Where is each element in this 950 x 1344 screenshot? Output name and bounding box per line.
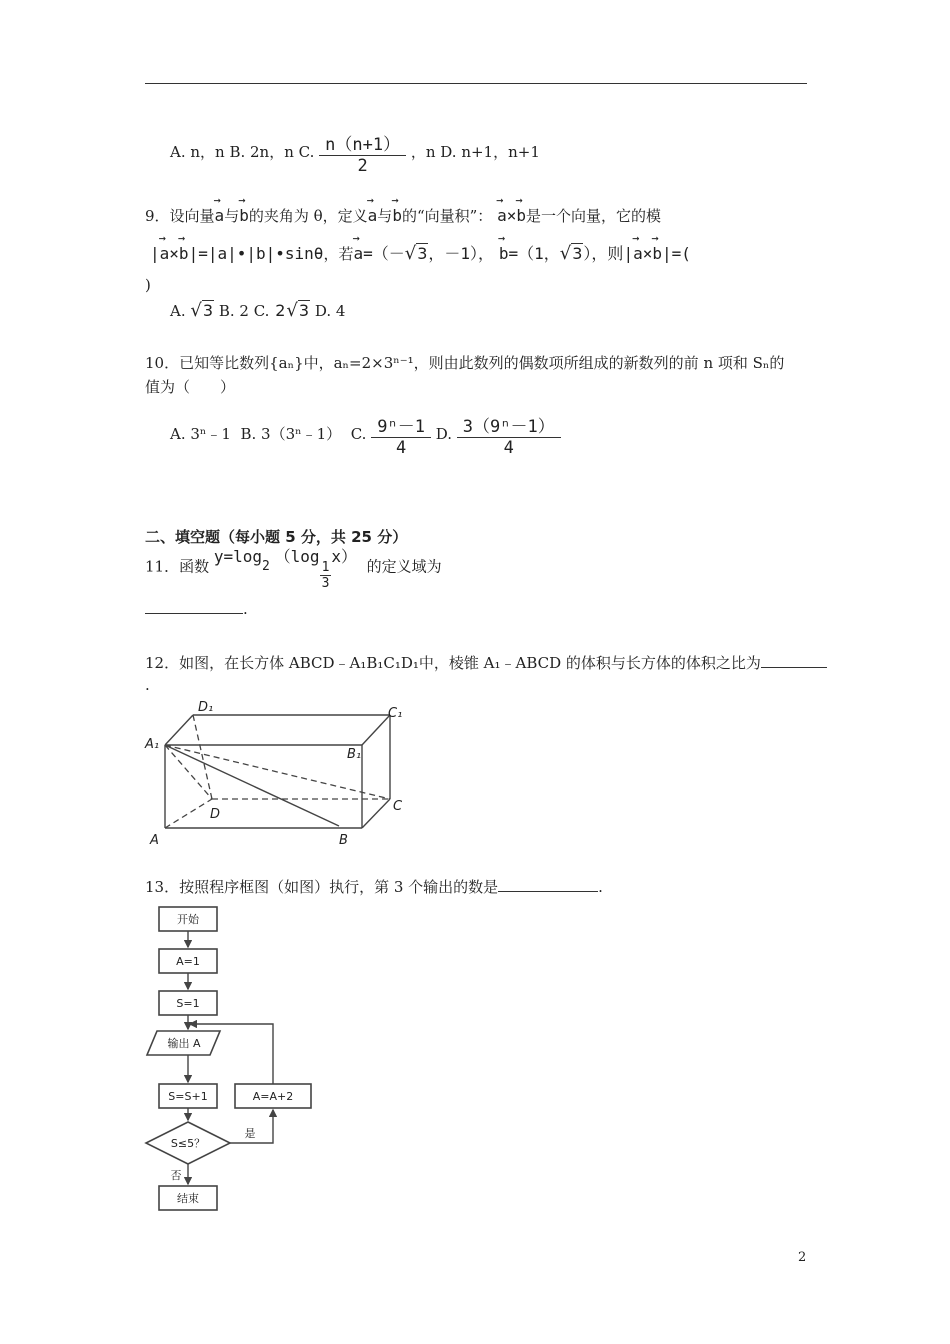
vector-a: → a [353, 240, 363, 263]
q10-option-a: A. 3ⁿ﹣1 [170, 425, 231, 443]
two-sqrt-3: 2√3 [275, 300, 310, 321]
label-d1: D₁ [198, 700, 214, 715]
edge-a1d1 [165, 715, 193, 745]
vector-b: → b [392, 202, 402, 225]
flow-sinc-label: S=S+1 [168, 1090, 208, 1103]
q10-options [170, 412, 561, 458]
vector-a: → a [368, 202, 378, 225]
label-b: B [339, 833, 348, 848]
q9-options [170, 300, 345, 321]
q8-fraction [319, 130, 406, 176]
vector-a: → a [160, 240, 170, 263]
q10-fraction-c [371, 412, 431, 458]
q9-b-value: ），则 [583, 244, 624, 263]
q10-frac-d-num: 3（9ⁿ－1） [457, 412, 561, 438]
vector-b: → b [499, 240, 509, 263]
q9-text: 与 [224, 207, 240, 225]
flow-condition-label: S≤5？ [170, 1137, 206, 1150]
q9-line1 [145, 202, 661, 226]
edge-ad-hidden [165, 799, 212, 828]
q10-option-b: B. 3（3ⁿ﹣1） [240, 425, 342, 443]
q9-text: 是一个向量，它的模 [526, 207, 662, 225]
vector-a: → a [497, 202, 507, 225]
q13-line [145, 876, 603, 897]
q13-answer-blank[interactable] [498, 891, 598, 892]
cross-sign: × [642, 244, 653, 263]
vector-a: → a [215, 202, 225, 225]
q12-period: . [145, 676, 150, 694]
vector-b: → b [239, 202, 249, 225]
section-heading: 二、填空题（每小题 5 分，共 25 分） [145, 528, 408, 546]
q8-frac-den: 2 [357, 156, 368, 176]
label-a: A [150, 833, 159, 848]
q11-formula-base: 2 [262, 558, 270, 574]
q11-log-base: $\frac{1}{3}$ [321, 560, 330, 591]
sqrt-3: √3 [559, 243, 583, 264]
vector-a: → a [633, 240, 643, 263]
vector-b: → b [652, 240, 662, 263]
sqrt-3: √3 [190, 300, 214, 321]
label-b1: B₁ [347, 747, 362, 762]
vector-b: → b [179, 240, 189, 263]
flow-s1-label: S=1 [176, 997, 200, 1010]
q10-option-c: C. [350, 425, 367, 443]
q9-a-value: =（－ [363, 244, 405, 263]
edge-bc [362, 799, 390, 828]
q9-modulus: =|a|•|b|•sinθ [198, 244, 324, 263]
q8-frac-num: n（n+1） [319, 130, 406, 156]
edge-a1d-hidden [165, 745, 212, 799]
q10-frac-d-den: 4 [503, 438, 514, 458]
q9-text: ，若 [323, 245, 354, 263]
q9-text: 的“向量积”： [401, 207, 493, 225]
q9-text: 与 [377, 207, 393, 225]
flow-start-label: 开始 [177, 913, 199, 926]
q10-line2: 值为（ ） [145, 378, 236, 396]
header-rule [145, 83, 807, 84]
cuboid-figure [140, 695, 420, 855]
q10-fraction-d [457, 412, 561, 458]
flow-no-label: 否 [170, 1169, 182, 1182]
q9-text: 9．设向量 [145, 207, 215, 225]
edge-c1b1 [362, 715, 390, 745]
edge-d1d-hidden [193, 715, 212, 799]
q10-option-d: D. [435, 425, 452, 443]
q9-text: =( [671, 244, 691, 263]
q13-period: . [598, 878, 603, 896]
q9-text: 的夹角为 θ，定义 [248, 207, 368, 225]
q11-text: 的定义域为 [366, 557, 442, 576]
label-a1: A₁ [145, 737, 160, 752]
q11-formula: （log [274, 546, 320, 566]
q9-option-bc: B. 2 C. [218, 302, 270, 320]
cross-sign: × [506, 206, 517, 225]
q11-formula: x） [331, 546, 358, 566]
flow-output-label: 输出 A [167, 1037, 201, 1050]
q11-answer-blank[interactable]: . [145, 600, 248, 618]
q10-frac-c-num: 9ⁿ－1 [371, 412, 431, 438]
q11-line [145, 546, 442, 591]
q9-line3: ) [145, 276, 151, 294]
q8-options [170, 130, 540, 176]
q10-frac-c-den: 4 [395, 438, 407, 458]
flow-ainc-label: A=A+2 [252, 1090, 294, 1103]
q13-text: 13．按照程序框图（如图）执行，第 3 个输出的数是 [145, 878, 499, 896]
flow-end-label: 结束 [177, 1192, 199, 1205]
q12-text: 12．如图，在长方体 ABCD﹣A₁B₁C₁D₁中，棱锥 A₁﹣ABCD 的体积与长方体的体积之比为 [145, 654, 761, 672]
q9-b-value: =（1， [508, 244, 560, 263]
label-d: D [210, 807, 221, 822]
q12-line [145, 652, 827, 673]
q11-text: 11．函数 [145, 557, 210, 576]
sqrt-3: √3 [404, 243, 428, 264]
q9-a-value: ，－1）， [428, 244, 495, 263]
label-c1: C₁ [388, 706, 403, 721]
flow-yes-label: 是 [244, 1127, 256, 1140]
vector-b: → b [516, 202, 526, 225]
q10-line1: 10．已知等比数列{aₙ}中，aₙ=2×3ⁿ⁻¹，则由此数列的偶数项所组成的新数列的前 n 项和 Sₙ的 [145, 354, 785, 372]
q9-option-d: D. 4 [314, 302, 346, 320]
page-number: 2 [798, 1250, 807, 1265]
label-c: C [393, 799, 403, 814]
edge-a1b-diag [165, 745, 339, 826]
q8-option-ab: A. n，n B. 2n，n C. [170, 143, 320, 161]
flowchart [140, 900, 340, 1220]
q9-line2: |→ a×→ b|=|a|•|b|•sinθ，若→ a=（－√3，－1）， → b=（1，√3），则|→ a×→ b|=( [150, 240, 691, 264]
q11-formula: y=log [213, 546, 263, 566]
q12-answer-blank[interactable] [761, 667, 827, 668]
flow-a1-label: A=1 [176, 955, 200, 968]
cross-sign: × [169, 244, 179, 263]
q8-option-d: ，n D. n+1，n+1 [410, 143, 540, 161]
q9-option-a: A. [170, 302, 186, 320]
